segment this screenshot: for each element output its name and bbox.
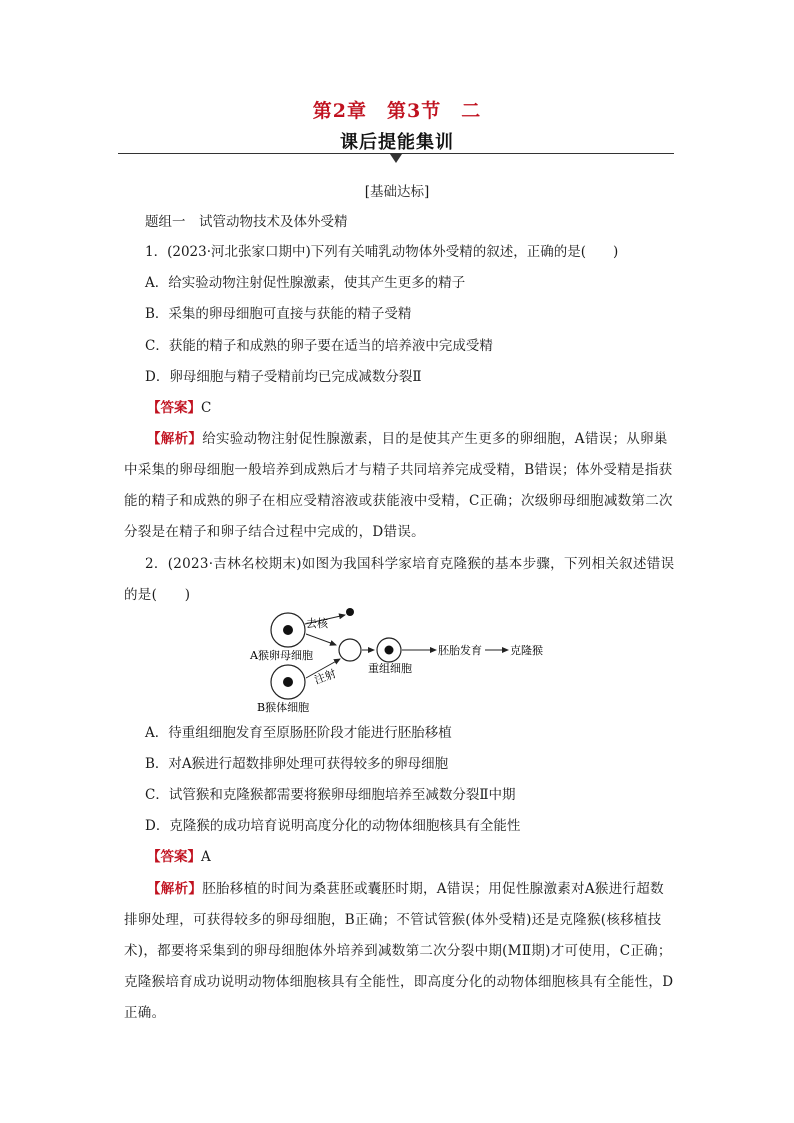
- q2-stem-line-2: 的是( ): [124, 587, 191, 603]
- q2-analysis-text-1: 胚胎移植的时间为桑葚胚或囊胚时期，A错误；用促性腺激素对A猴进行超数: [202, 881, 664, 897]
- q2-option-a: A．待重组细胞发育至原肠胚阶段才能进行胚胎移植: [145, 725, 452, 741]
- enucleated-cell: [339, 639, 361, 661]
- q2-analysis-line-1: [147, 880, 664, 898]
- q2-stem-line-1: 2．(2023·吉林名校期末)如图为我国科学家培育克隆猴的基本步骤，下列相关叙述错误: [145, 556, 675, 572]
- q1-stem: 1．(2023·河北张家口期中)下列有关哺乳动物体外受精的叙述，正确的是( ): [145, 244, 619, 260]
- clone-monkey-diagram: [0, 604, 794, 714]
- q1-option-d: D．卵母细胞与精子受精前均已完成减数分裂Ⅱ: [145, 369, 422, 385]
- q2-option-b: B．对A猴进行超数排卵处理可获得较多的卵母细胞: [145, 756, 449, 772]
- q1-analysis-label: 【解析】: [147, 431, 203, 447]
- q1-analysis-text-1: 给实验动物注射促性腺激素，目的是使其产生更多的卵细胞，A错误；从卵巢: [202, 431, 668, 447]
- egg-cell-nucleus: [283, 625, 293, 635]
- q2-answer: [147, 848, 211, 866]
- q1-answer-value: C: [201, 400, 212, 416]
- q1-option-c: C．获能的精子和成熟的卵子要在适当的培养液中完成受精: [145, 338, 493, 354]
- chapter-title: 第2章 第3节 二: [312, 100, 482, 122]
- q2-analysis-line-4: 克隆猴培育成功说明动物体细胞核具有全能性，即高度分化的动物体细胞核具有全能性，D: [124, 974, 674, 990]
- q1-analysis-line-4: 分裂是在精子和卵子结合过程中完成的，D错误。: [124, 524, 425, 540]
- label-egg-cell: A猴卵母细胞: [250, 649, 313, 662]
- label-recombined-cell: 重组细胞: [368, 662, 412, 675]
- level-heading: [基础达标]: [364, 184, 430, 200]
- q1-option-b: B．采集的卵母细胞可直接与获能的精子受精: [145, 306, 412, 322]
- section-title: 课后提能集训: [340, 132, 454, 153]
- q1-option-a: A．给实验动物注射促性腺激素，使其产生更多的精子: [145, 275, 466, 291]
- q2-analysis-line-5: 正确。: [124, 1005, 166, 1021]
- q1-analysis-line-3: 能的精子和成熟的卵子在相应受精溶液或获能液中受精，C正确；次级卵母细胞减数第二次: [124, 493, 673, 509]
- q2-answer-value: A: [201, 849, 211, 865]
- q2-option-c: C．试管猴和克隆猴都需要将猴卵母细胞培养至减数分裂Ⅱ中期: [145, 787, 516, 803]
- triangle-down-icon: [390, 154, 402, 163]
- label-clone-monkey: 克隆猴: [510, 644, 543, 657]
- body-cell-nucleus: [283, 677, 293, 687]
- q1-analysis-line-1: [147, 430, 668, 448]
- q2-analysis-line-2: 排卵处理，可获得较多的卵母细胞，B正确；不管试管猴(体外受精)还是克隆猴(核移植技: [124, 912, 662, 928]
- q1-answer-label: 【答案】: [147, 400, 201, 416]
- q2-analysis-label: 【解析】: [147, 881, 203, 897]
- removed-nucleus: [346, 608, 354, 616]
- q1-analysis-line-2: 中采集的卵母细胞一般培养到成熟后才与精子共同培养完成受精，B错误；体外受精是指获: [124, 462, 673, 478]
- recombined-cell-nucleus: [385, 646, 394, 655]
- label-denucleate: 去核: [306, 617, 328, 630]
- label-body-cell: B猴体细胞: [257, 701, 310, 714]
- q1-answer: [147, 399, 211, 417]
- q2-answer-label: 【答案】: [147, 849, 201, 865]
- label-embryo-development: 胚胎发育: [438, 644, 482, 657]
- group-heading: 题组一 试管动物技术及体外受精: [145, 214, 348, 230]
- q2-option-d: D．克隆猴的成功培育说明高度分化的动物体细胞核具有全能性: [145, 818, 521, 834]
- q2-analysis-line-3: 术)，都要将采集到的卵母细胞体外培养到减数第二次分裂中期(MⅡ期)才可使用，C正确；: [124, 943, 672, 959]
- label-inject: 注射: [312, 667, 338, 687]
